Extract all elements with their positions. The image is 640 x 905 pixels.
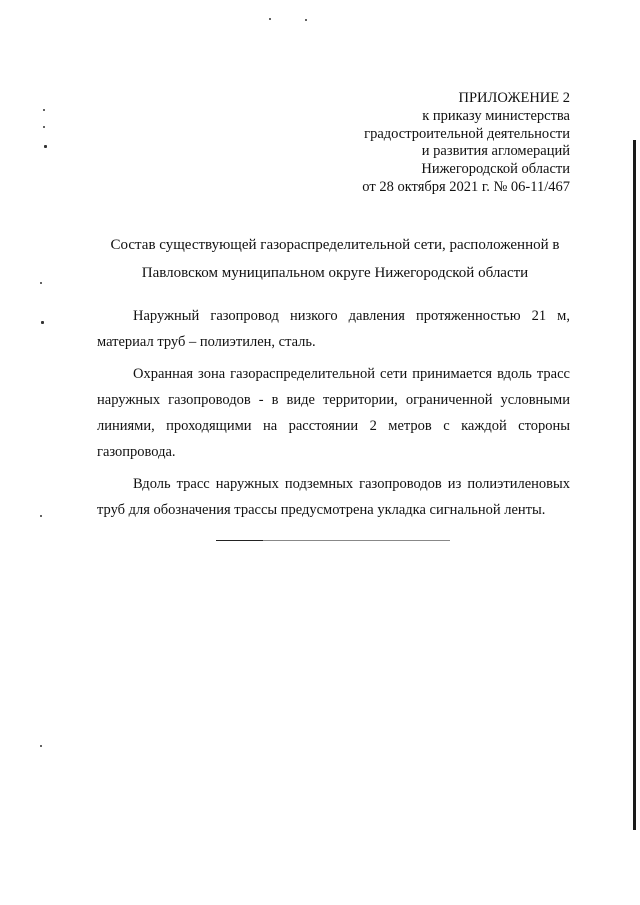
appendix-line: и развития агломераций — [421, 143, 570, 160]
document-body — [97, 303, 570, 529]
divider-light-segment — [263, 540, 450, 541]
divider-dark-segment — [216, 540, 263, 541]
scan-edge-shadow — [633, 140, 636, 830]
paragraph-pipeline: Наружный газопровод низкого давления протяженностью 21 м, материал труб – полиэтилен, сталь. — [97, 308, 570, 350]
appendix-line: градостроительной деятельности — [364, 125, 570, 142]
scan-speck — [305, 19, 307, 21]
scan-speck — [269, 18, 271, 20]
appendix-header — [270, 90, 570, 197]
paragraph-protection-zone: Охранная зона газораспределительной сети принимается вдоль трасс наружных газопроводов - в виде территории, ограниченной условными линиями, проходящими на расстоянии 2 метров с каждой стороны газопровода. — [97, 366, 570, 460]
document-title — [95, 231, 575, 287]
title-line: Павловском муниципальном округе Нижегородской области — [141, 265, 529, 281]
scan-speck — [43, 126, 45, 128]
scan-speck — [40, 282, 42, 284]
scan-speck — [44, 145, 47, 148]
scan-speck — [40, 515, 42, 517]
paragraph-signal-tape: Вдоль трасс наружных подземных газопроводов из полиэтиленовых труб для обозначения трассы предусмотрена укладка сигнальной ленты. — [97, 476, 570, 518]
scan-speck — [40, 745, 42, 747]
order-date-number: от 28 октября 2021 г. № 06-11/467 — [362, 178, 570, 195]
scan-speck — [41, 321, 44, 324]
appendix-line: Нижегородской области — [421, 161, 570, 178]
title-line: Состав существующей газораспределительной сети, расположенной в — [110, 237, 560, 253]
appendix-line: к приказу министерства — [422, 107, 570, 124]
appendix-title: ПРИЛОЖЕНИЕ 2 — [458, 90, 570, 106]
scan-speck — [43, 109, 45, 111]
